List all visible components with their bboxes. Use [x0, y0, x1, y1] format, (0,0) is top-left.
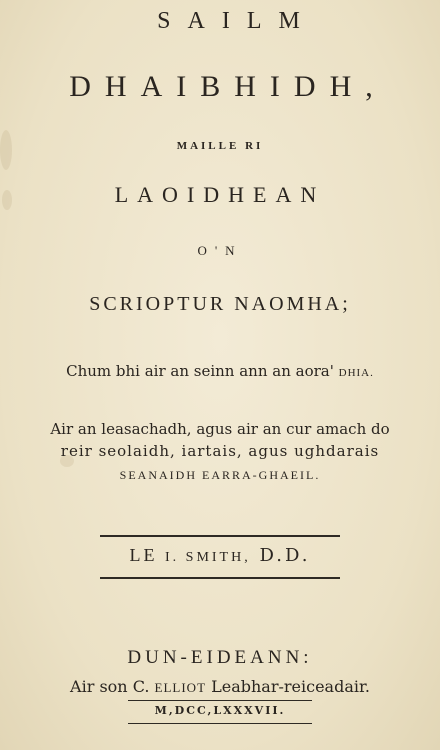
imprint-rule-top	[128, 700, 312, 701]
title-line-scrioptur: SCRIOPTUR NAOMHA;	[89, 293, 351, 315]
title-line-maille-ri: MAILLE RI	[176, 140, 264, 152]
purpose-text: Chum bhi air an seinn ann an aora'	[66, 362, 339, 380]
title-line-dhaibhidh: DHAIBHIDH,	[69, 70, 387, 103]
printer-trade: Leabhar-reiceadair.	[206, 677, 370, 696]
divider-rule-bottom	[100, 577, 340, 579]
title-line-laoidhean: LAOIDHEAN	[114, 182, 326, 207]
imprint-place: DUN-EIDEANN:	[127, 647, 313, 668]
author-prefix: LE	[129, 545, 165, 565]
imprint-printer	[0, 677, 440, 696]
title-line-revision-2: reir seolaidh, iartais, agus ughdarais	[60, 442, 380, 460]
title-line-purpose	[0, 362, 440, 380]
author-name: I. SMITH,	[165, 550, 251, 565]
title-line-sailm: SAILM	[157, 8, 317, 34]
imprint-year: M,DCC,LXXXVII.	[154, 704, 286, 717]
imprint-rule-bottom	[128, 723, 312, 724]
author-line	[0, 545, 440, 566]
title-line-revision-1: Air an leasachadh, agus air an cur amach do	[50, 420, 390, 438]
title-line-synod: SEANAIDH EARRA-GHAEIL.	[119, 468, 321, 482]
purpose-smallcaps: DHIA.	[338, 367, 374, 379]
divider-rule-top	[100, 535, 340, 537]
printer-name: ELLIOT	[154, 680, 207, 695]
title-line-on: O'N	[197, 243, 243, 258]
printer-prefix: Air son C.	[70, 677, 155, 696]
author-degree: D.D.	[250, 545, 311, 566]
